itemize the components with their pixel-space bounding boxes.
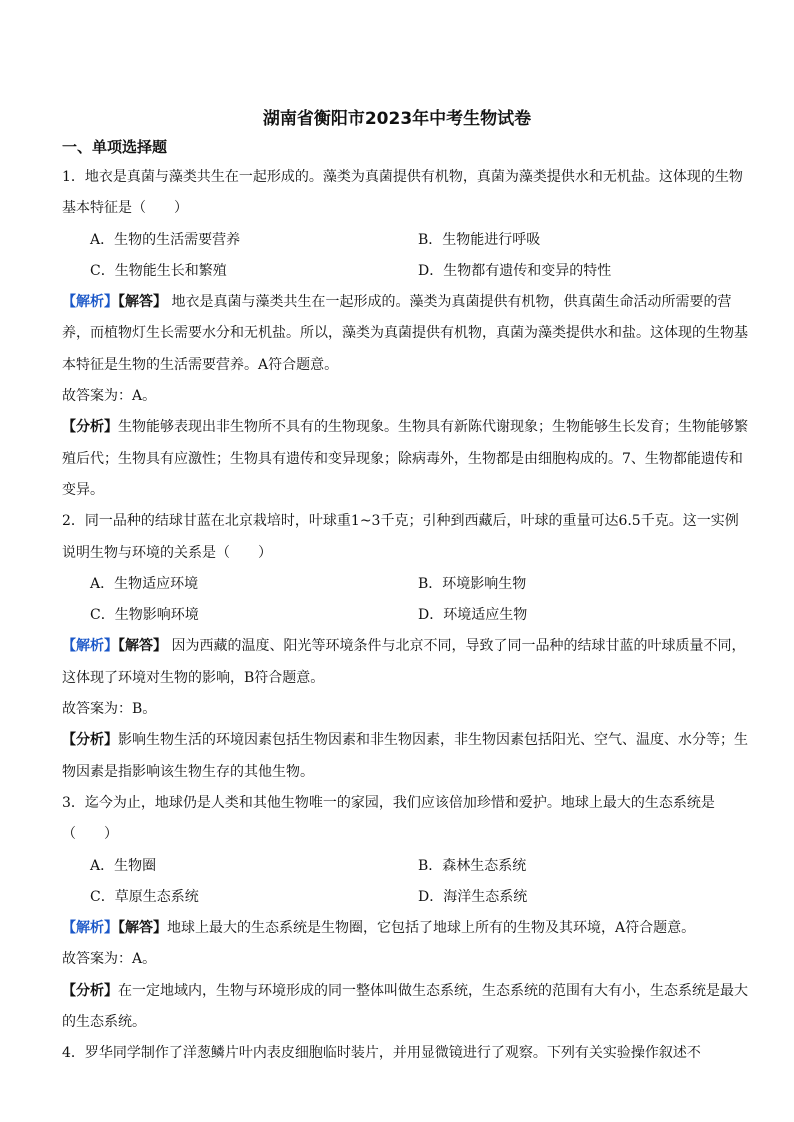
fenxi-tag: 【分析】 [62,419,118,436]
answer: 故答案为：B。 [62,701,157,718]
solution [62,913,748,944]
options [62,569,748,632]
option-c: C．生物影响环境 [90,607,199,624]
options [62,225,748,288]
answer: 故答案为：A。 [62,388,157,405]
option-c: C．生物能生长和繁殖 [90,262,227,279]
answer: 故答案为：A。 [62,951,157,968]
option-a: A．生物的生活需要营养 [90,231,241,248]
solution [62,287,748,381]
solution-text: 因为西藏的温度、阳光等环境条件与北京不同，导致了同一品种的结球甘蓝的叶球质量不同，这体现了环境对生物的影响，B符合题意。 [62,638,746,686]
analysis [62,976,748,1039]
page-title: 湖南省衡阳市2023年中考生物试卷 [262,109,532,129]
option-a: A．生物适应环境 [90,575,199,592]
section-heading: 一、单项选择题 [62,138,168,156]
option-d: D．海洋生态系统 [418,888,528,905]
analysis-text: 生物能够表现出非生物所不具有的生物现象。生物具有新陈代谢现象；生物能够生长发育；生物能够繁殖后代；生物具有应激性；生物具有遗传和变异现象；除病毒外，生物都是由细胞构成的。7、生物都能遗传和变异。 [62,419,748,498]
analysis [62,412,748,506]
option-b: B．环境影响生物 [418,575,527,592]
question-stem: 4．罗华同学制作了洋葱鳞片叶内表皮细胞临时装片，并用显微镜进行了观察。下列有关实验操作叙述不 [62,1045,701,1062]
option-d: D．环境适应生物 [418,607,528,624]
option-b: B．森林生态系统 [418,857,527,874]
option-b: B．生物能进行呼吸 [418,231,541,248]
solution-text: 地衣是真菌与藻类共生在一起形成的。藻类为真菌提供有机物，供真菌生命活动所需要的营养，而植物灯生长需要水分和无机盐。所以，藻类为真菌提供有机物，真菌为藻类提供水和盐。这体现的生物基本特征是生物的生活需要营养。A符合题意。 [62,294,748,373]
analysis [62,725,748,788]
jieda-tag: 【解答】 [118,920,167,937]
jiexi-tag: 【解析】 [62,638,118,655]
fenxi-tag: 【分析】 [62,982,118,999]
analysis-text: 在一定地域内，生物与环境形成的同一整体叫做生态系统，生态系统的范围有大有小，生态系统是最大的生态系统。 [62,982,748,1031]
jiexi-tag: 【解析】 [62,294,118,311]
jieda-tag: 【解答】 [118,638,167,655]
jiexi-tag: 【解析】 [62,920,118,937]
question-stem: 2．同一品种的结球甘蓝在北京栽培时，叶球重1~3千克；引种到西藏后，叶球的重量可达6.5千克。这一实例说明生物与环境的关系是（ ） [62,513,739,561]
fenxi-tag: 【分析】 [62,732,118,749]
jieda-tag: 【解答】 [118,294,167,311]
solution [62,631,748,694]
solution-text: 地球上最大的生态系统是生物圈，它包括了地球上所有的生物及其环境，A符合题意。 [167,920,696,937]
options [62,851,748,914]
question-stem: 3．迄今为止，地球仍是人类和其他生物唯一的家园，我们应该倍加珍惜和爱护。地球上最大的生态系统是（ ） [62,794,715,843]
question-stem: 1．地衣是真菌与藻类共生在一起形成的。藻类为真菌提供有机物，真菌为藻类提供水和无机盐。这体现的生物基本特征是（ ） [62,169,743,217]
option-d: D．生物都有遗传和变异的特性 [418,262,612,279]
option-c: C．草原生态系统 [90,888,199,905]
option-a: A．生物圈 [90,857,157,874]
analysis-text: 影响生物生活的环境因素包括生物因素和非生物因素，非生物因素包括阳光、空气、温度、水分等；生物因素是指影响该生物生存的其他生物。 [62,732,748,780]
question-list [62,162,748,1070]
